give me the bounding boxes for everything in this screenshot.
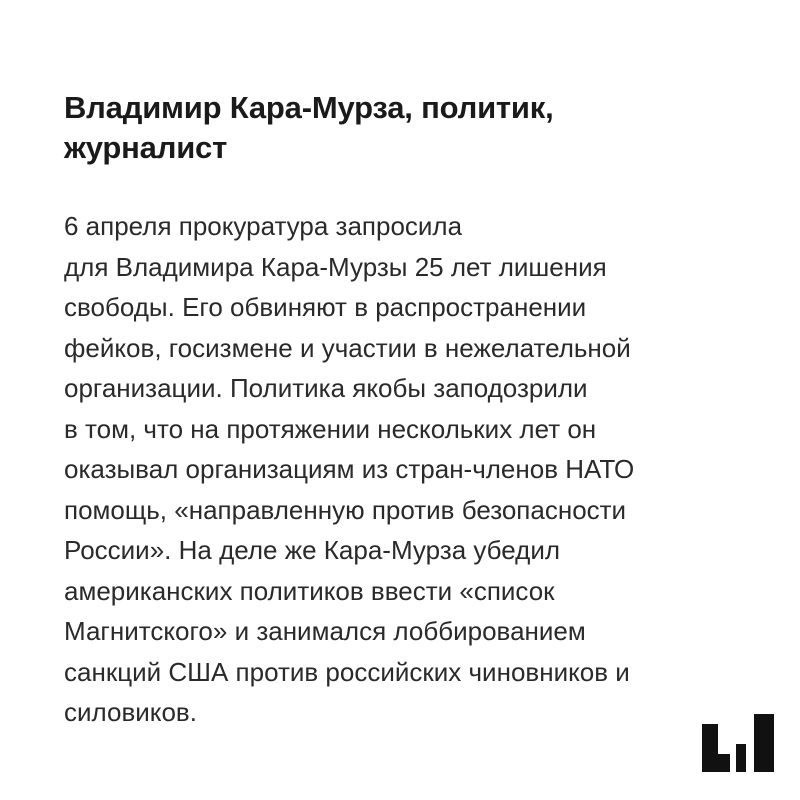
logo-bar-right <box>754 714 774 772</box>
logo-bar-middle <box>736 744 746 772</box>
article-body-line: Магнитского» и занимался лоббированием <box>64 616 586 646</box>
article-body-line: для Владимира Кара-Мурзы 25 лет лишения <box>64 251 607 282</box>
article-body-line: в том, что на протяжении нескольких лет он <box>64 413 597 444</box>
article-title-line: журналист <box>64 130 228 165</box>
article-body-line: организации. Политика якобы заподозрили <box>64 373 588 403</box>
bar-chart-logo-icon <box>702 714 774 772</box>
article-title <box>64 88 740 168</box>
article-body-line: свободы. Его обвиняют в распространении <box>64 292 587 322</box>
article-title-line: Владимир Кара-Мурза, политик, <box>64 90 554 125</box>
logo-bar-left-foot <box>718 754 730 772</box>
logo-bar-left <box>702 724 718 772</box>
article-body-line: американских политиков ввести «список <box>64 575 555 606</box>
article-body-line: помощь, «направленную против безопасности <box>64 494 627 525</box>
article-body-line: силовиков. <box>64 697 197 727</box>
article-body <box>64 206 740 733</box>
article-body-line: фейков, госизмене и участии в нежелательной <box>64 332 631 363</box>
article-body-line: оказывал организациям из стран-членов НАТО <box>64 454 635 484</box>
article-body-line: России». На деле же Кара-Мурза убедил <box>64 535 561 565</box>
article-body-line: 6 апреля прокуратура запросила <box>64 211 463 241</box>
article-body-line: санкций США против российских чиновников и <box>64 656 630 687</box>
